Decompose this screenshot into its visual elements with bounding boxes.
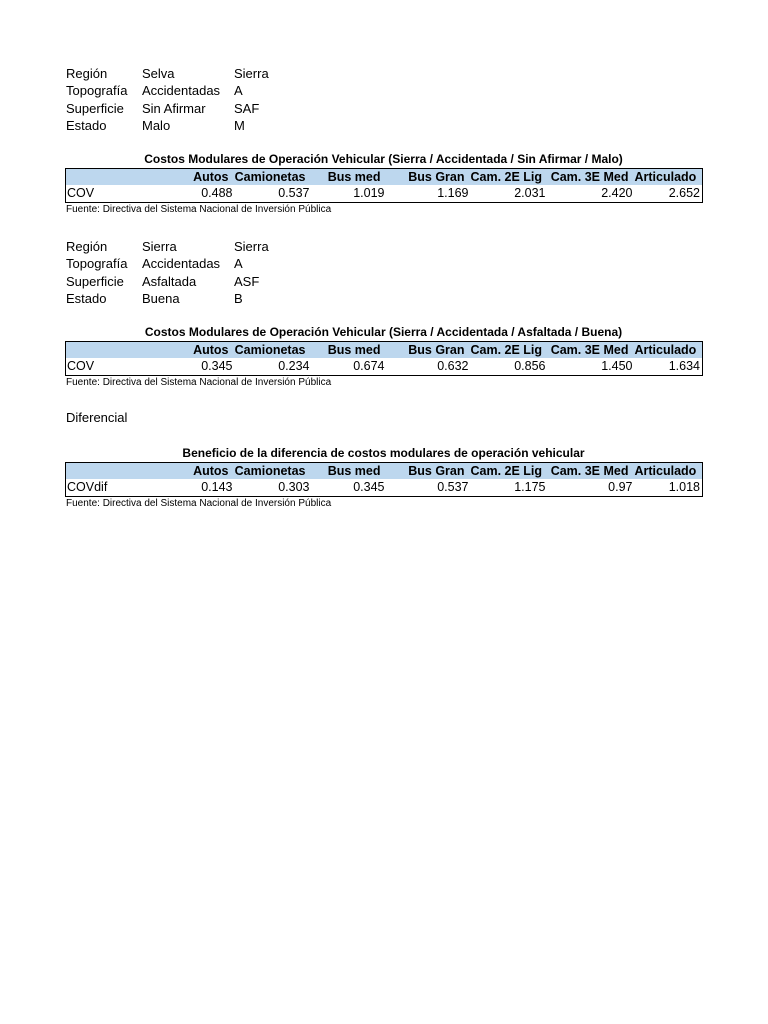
value-cell: 0.234 [278,359,310,373]
value-cell: 0.97 [608,480,633,494]
table-header-row [66,463,703,480]
parameter-value: Asfaltada [142,273,197,289]
header-cell: Autos [135,342,235,359]
cov-table-2 [65,341,703,376]
header-cell: Cam. 3E Med [548,169,635,186]
header-cell: Bus med [312,342,387,359]
parameter-value: Buena [142,290,180,306]
value-cell: 0.632 [437,359,469,373]
parameter-label: Estado [66,290,107,306]
parameter-value: Accidentadas [142,83,221,99]
parameter-code: M [234,117,245,133]
table-title: Costos Modulares de Operación Vehicular (Sierra / Accidentada / Sin Afirmar / Malo) [144,152,623,166]
parameter-value: Malo [142,117,171,133]
header-cell: Cam. 2E Lig [471,342,548,359]
value-cell: 0.345 [353,480,385,494]
parameter-label: Superficie [66,100,124,116]
parameter-code: Sierra [234,66,269,81]
header-cell: Bus med [312,463,387,480]
parameter-code: B [234,290,243,306]
parameter-value: Accidentadas [142,256,221,272]
header-cell: Bus Gran [387,342,471,359]
value-cell: 1.175 [514,480,546,494]
header-cell: Camionetas [235,463,312,480]
value-cell: 0.303 [278,480,310,494]
header-cell: Camionetas [235,169,312,186]
header-cell: Cam. 3E Med [548,463,635,480]
header-cell: Bus med [312,169,387,186]
value-cell: 0.674 [353,359,385,373]
header-cell [66,342,135,359]
row-label-cell: COVdif [67,480,108,494]
parameter-label: Superficie [66,273,124,289]
table-row [66,185,703,203]
table-header-row [66,342,703,359]
header-cell: Autos [135,463,235,480]
value-cell: 2.652 [668,186,700,200]
cov-table-1 [65,168,703,203]
diferencial-label: Diferencial [66,410,128,425]
header-cell [66,169,135,186]
value-cell: 2.420 [601,186,633,200]
table-row [66,358,703,376]
value-cell: 0.143 [201,480,233,494]
header-cell: Articulado [635,342,703,359]
parameter-code: ASF [234,273,260,289]
value-cell: 0.537 [278,186,310,200]
cov-table-2-block [65,324,702,390]
value-cell: 0.856 [514,359,546,373]
parameter-code: Sierra [234,239,269,254]
cov-table-1-block [65,151,702,217]
value-cell: 1.634 [668,359,700,373]
row-label-cell: COV [67,359,95,373]
parameter-value: Sin Afirmar [142,100,206,116]
parameter-label: Topografía [66,83,128,99]
parameter-value: Selva [142,66,175,81]
header-cell: Autos [135,169,235,186]
table-row [66,479,703,497]
value-cell: 1.169 [437,186,469,200]
header-cell: Articulado [635,169,703,186]
cov-diff-table-block [65,445,702,511]
header-cell: Cam. 2E Lig [471,463,548,480]
header-cell [66,463,135,480]
header-cell: Cam. 2E Lig [471,169,548,186]
source-note: Fuente: Directiva del Sistema Nacional de Inversión Pública [66,377,332,388]
cov-diff-table [65,462,703,497]
table-title: Beneficio de la diferencia de costos modulares de operación vehicular [182,446,585,460]
parameter-label: Región [66,239,108,254]
parameter-value: Sierra [142,239,177,254]
value-cell: 0.537 [437,480,469,494]
value-cell: 1.019 [353,186,385,200]
parameter-label: Estado [66,117,107,133]
table-header-row [66,169,703,186]
value-cell: 1.450 [601,359,633,373]
header-cell: Bus Gran [387,169,471,186]
value-cell: 1.018 [668,480,700,494]
value-cell: 0.345 [201,359,233,373]
header-cell: Camionetas [235,342,312,359]
header-cell: Bus Gran [387,463,471,480]
row-label-cell: COV [67,186,95,200]
source-note: Fuente: Directiva del Sistema Nacional de Inversión Pública [66,498,332,509]
table-title: Costos Modulares de Operación Vehicular (Sierra / Accidentada / Asfaltada / Buena) [144,325,623,339]
header-cell: Cam. 3E Med [548,342,635,359]
parameter-label: Topografía [66,256,128,272]
parameter-code: SAF [234,100,260,116]
source-note: Fuente: Directiva del Sistema Nacional de Inversión Pública [66,204,332,215]
parameter-code: A [234,83,243,99]
parameter-label: Región [66,66,108,81]
value-cell: 0.488 [201,186,233,200]
header-cell: Articulado [635,463,703,480]
parameter-code: A [234,256,243,272]
value-cell: 2.031 [514,186,546,200]
